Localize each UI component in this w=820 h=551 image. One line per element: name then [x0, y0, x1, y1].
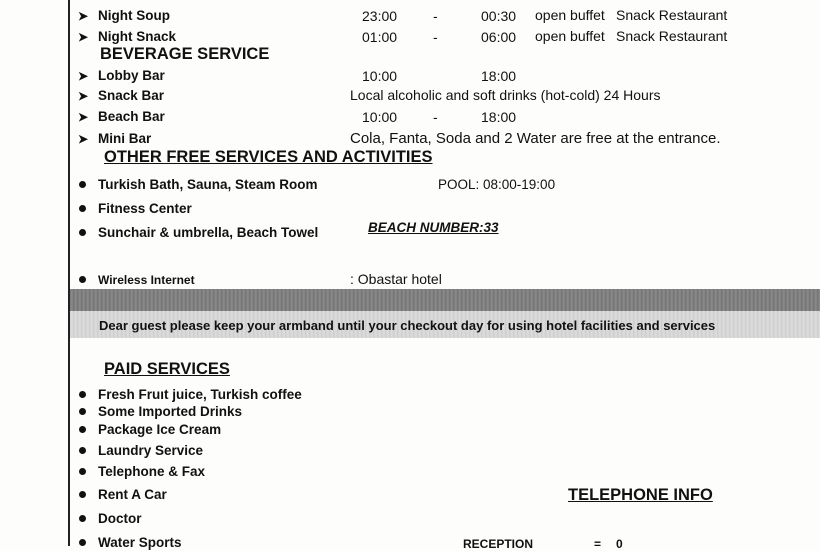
bullet-dot-icon: [79, 391, 86, 398]
paid-item-laundry: Laundry Service: [98, 443, 204, 458]
beverage-section-title: BEVERAGE SERVICE: [100, 45, 270, 63]
dark-shaded-band: [70, 289, 820, 311]
bullet-dot-icon: [79, 447, 86, 454]
night-soup-type: open buffet: [535, 7, 605, 23]
snack-bar-label: Snack Bar: [98, 88, 165, 103]
paid-item-fresh-juice: Fresh Fruıt juice, Turkish coffee: [98, 387, 302, 402]
arrow-bullet-icon: ➤: [78, 132, 89, 146]
night-soup-place: Snack Restaurant: [616, 7, 728, 23]
night-snack-place: Snack Restaurant: [616, 28, 728, 44]
lobby-bar-start: 10:00: [362, 68, 398, 84]
beach-number: BEACH NUMBER:33: [368, 220, 499, 235]
paid-item-water-sports: Water Sports: [98, 535, 182, 550]
mini-bar-note: Cola, Fanta, Soda and 2 Water are free at the entrance.: [350, 130, 721, 147]
snack-bar-note: Local alcoholic and soft drinks (hot-cold) 24 Hours: [350, 87, 661, 103]
night-soup-start: 23:00: [362, 8, 398, 24]
arrow-bullet-icon: ➤: [78, 69, 89, 83]
paid-services-title: PAID SERVICES: [104, 360, 230, 378]
bullet-dot-icon: [79, 468, 86, 475]
free-item-fitness-center: Fitness Center: [98, 201, 192, 216]
lobby-bar-label: Lobby Bar: [98, 68, 165, 83]
night-snack-start: 01:00: [362, 29, 398, 45]
arrow-bullet-icon: ➤: [78, 30, 89, 44]
mini-bar-label: Mini Bar: [98, 131, 152, 146]
reception-number: 0: [616, 537, 623, 551]
bullet-dot-icon: [79, 539, 86, 546]
arrow-bullet-icon: ➤: [78, 89, 89, 103]
arrow-bullet-icon: ➤: [78, 9, 89, 23]
night-soup-end: 00:30: [481, 8, 517, 24]
bullet-dot-icon: [79, 181, 86, 188]
bullet-dot-icon: [79, 408, 86, 415]
paid-item-doctor: Doctor: [98, 511, 142, 526]
paid-item-telephone-fax: Telephone & Fax: [98, 464, 206, 479]
pool-hours: POOL: 08:00-19:00: [438, 177, 556, 192]
night-soup-label: Night Soup: [98, 8, 170, 23]
beach-bar-start: 10:00: [362, 109, 398, 125]
armband-notice: Dear guest please keep your armband until your checkout day for using hotel facilities and services: [99, 318, 716, 333]
wireless-network-name: : Obastar hotel: [350, 271, 442, 287]
free-item-sunchair: Sunchair & umbrella, Beach Towel: [98, 225, 319, 240]
bullet-dot-icon: [79, 276, 86, 283]
arrow-bullet-icon: ➤: [78, 110, 89, 124]
beach-bar-label: Beach Bar: [98, 109, 165, 124]
night-snack-type: open buffet: [535, 28, 605, 44]
bullet-dot-icon: [79, 229, 86, 236]
lobby-bar-end: 18:00: [481, 68, 517, 84]
bullet-dot-icon: [79, 205, 86, 212]
bullet-dot-icon: [79, 515, 86, 522]
paid-item-ice-cream: Package Ice Cream: [98, 422, 222, 437]
night-snack-end: 06:00: [481, 29, 517, 45]
telephone-info-title: TELEPHONE INFO: [568, 486, 713, 504]
beach-bar-end: 18:00: [481, 109, 517, 125]
free-services-title: OTHER FREE SERVICES AND ACTIVITIES: [104, 148, 433, 166]
reception-label: RECEPTION: [463, 537, 534, 551]
night-snack-dash: -: [433, 29, 438, 45]
left-border-line: [68, 0, 70, 546]
beach-bar-dash: -: [433, 109, 438, 125]
paid-item-rent-a-car: Rent A Car: [98, 487, 167, 502]
reception-equals: =: [594, 537, 602, 551]
free-item-wireless: Wireless Internet: [98, 273, 195, 287]
paid-item-imported-drinks: Some Imported Drinks: [98, 404, 243, 419]
free-item-turkish-bath: Turkish Bath, Sauna, Steam Room: [98, 177, 318, 192]
bullet-dot-icon: [79, 426, 86, 433]
night-soup-dash: -: [433, 8, 438, 24]
night-snack-label: Night Snack: [98, 29, 177, 44]
bullet-dot-icon: [79, 491, 86, 498]
